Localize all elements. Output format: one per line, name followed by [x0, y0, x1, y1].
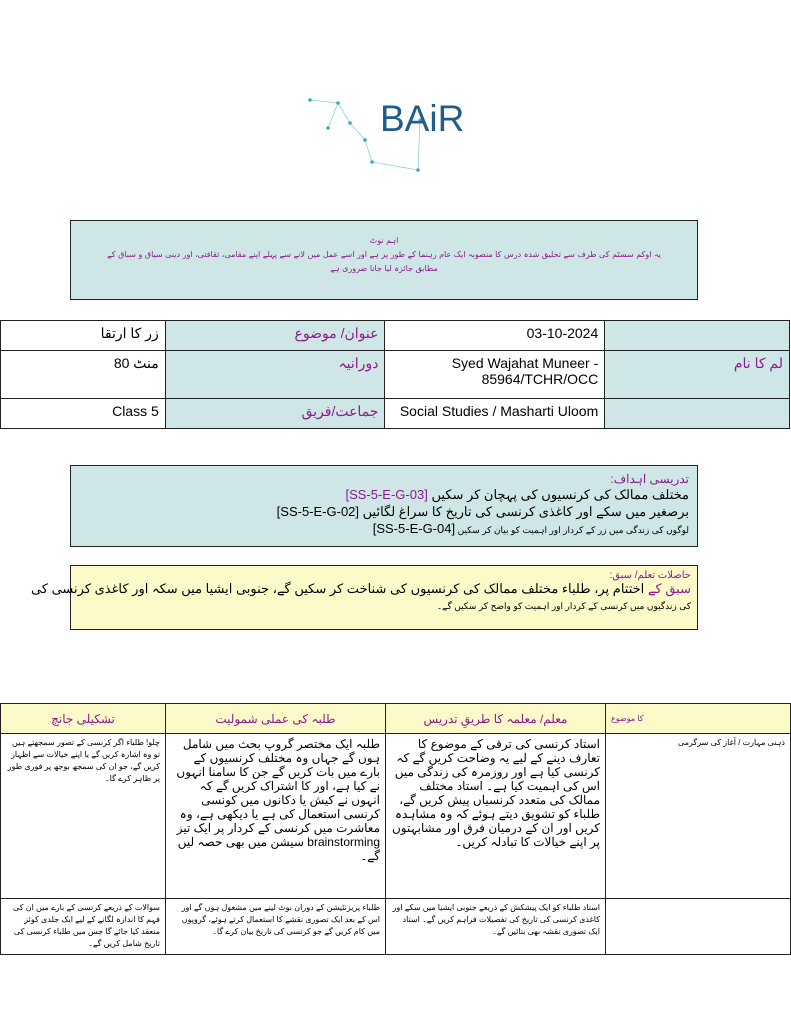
objective-1-code: [SS-5-E-G-03] [345, 487, 428, 502]
activities-table [0, 703, 791, 955]
outcome-text: اختتام پر، طلباء مختلف ممالک کی کرنسیوں کی شناخت کر سکیں گے، جنوبی ایشیا میں سکہ اور کاغذی کرنسی کی [30, 581, 648, 596]
important-notice [70, 220, 698, 300]
header-student-involvement: طلبہ کی عملی شمولیت [166, 704, 386, 734]
activities-header-row [1, 704, 791, 734]
duration-value: 80 منٹ [1, 351, 166, 399]
header-formative-assessment: تشکیلی جانچ [1, 704, 166, 734]
header-topic: کا موضوع [606, 704, 791, 734]
notice-line-2: مطابق جائزہ لیا جانا ضروری ہے [330, 264, 438, 273]
objective-2-code: [SS-5-E-G-02] [276, 504, 360, 519]
header-teaching-method: معلم/ معلمہ کا طریقِ تدریس [386, 704, 606, 734]
class-label: جماعت/فریق [165, 399, 385, 429]
objective-1-text: مختلف ممالک کی کرنسیوں کی پہچان کر سکیں [427, 487, 689, 502]
objective-3-code: [SS-5-E-G-04] [372, 521, 456, 536]
objective-3 [79, 520, 689, 539]
logo-wordmark: BAiR [380, 98, 465, 139]
activities-row-2 [1, 899, 791, 955]
row2-teaching-method: استاد طلباء کو ایک پیشکش کے ذریعے جنوبی ایشیا میں سکے اور کاغذی کرنسی کی تاریخ کی تفصیلات فراہم کریں گے۔ استاد ایک تصوری نقشہ بھی بنائیں گے۔ [386, 899, 606, 955]
objective-2-text: برصغیر میں سکے اور کاغذی کرنسی کی تاریخ کا سراغ لگائیں [359, 504, 689, 519]
outcome-line-2: کی زندگیوں میں کرنسی کے کردار اور اہمیت کو واضح کر سکیں گے۔ [436, 601, 691, 611]
outcomes-heading: حاصلات تعلم/ سبق: [609, 570, 691, 581]
bair-logo [300, 90, 490, 180]
date-value: 03-10-2024 [385, 321, 605, 351]
row1-student-involvement: طلبہ ایک مختصر گروپ بحث میں شامل ہوں گے جہاں وہ مختلف کرنسیوں کے بارے میں بات کریں گے جن کا سامنا انہوں نے کیا ہے، اور کا اشتراک کریں گے کہ انہوں نے کیش یا دکانوں میں کونسی کرنسی استعمال کی ہے یا دیکھی ہے، وہ معاشرت میں کرنسی کے کردار پر ایک تیز brainstorming سیشن میں بھی حصہ لیں گے۔ [166, 734, 386, 899]
outcome-lead: سبق کے [647, 581, 691, 596]
duration-label: دورانیہ [165, 351, 385, 399]
lesson-info-table [0, 320, 790, 429]
date-label [605, 321, 790, 351]
teacher-name-value: Syed Wajahat Muneer - 85964/TCHR/OCC [385, 351, 605, 399]
info-row-class [1, 399, 790, 429]
class-value: Class 5 [1, 399, 166, 429]
subject-value: Social Studies / Masharti Uloom [385, 399, 605, 429]
row2-student-involvement: طلباء پریزنٹیشن کے دوران نوٹ لینے میں مشغول ہوں گے اور اس کے بعد ایک تصوری نقشے کا استعمال کرتے ہوئے، گروپوں میں کام کریں گے جو کرنسی کی تاریخ بیان کرے گا۔ [166, 899, 386, 955]
row2-topic [606, 899, 791, 955]
notice-line-1: یہ اوکم سسٹم کی طرف سے تخلیق شدہ درس کا منصوبہ ایک عام رہنما کے طور پر ہے اور اسے عمل میں لانے سے پہلے اپنے مقامی، ثقافتی، اور دینی سیاق و سباق کے [107, 250, 661, 259]
teaching-objectives [70, 465, 698, 547]
row1-teaching-method: استاد کرنسی کی ترقی کے موضوع کا تعارف دینے کے لیے یہ وضاحت کریں گے کہ کرنسی کیا ہے اور روزمرہ کی زندگی میں اس کی اہمیت کیا ہے۔ استاد مختلف ممالک کی متعدد کرنسیاں پیش کریں گے، طلباء کو تشویق دیتے ہوئے کہ وہ مشاہدہ کریں اور ان کے درمیان فرق اور مشابہتوں پر اپنے خیالات کا تبادلہ کریں۔ [386, 734, 606, 899]
objectives-heading: تدریسی اہداف: [610, 472, 689, 486]
row1-assessment: چلو! طلباء اگر کرنسی کے تصور سمجھتے ہیں تو وہ اشارہ کریں گے یا اپنے خیالات سے اظہار کریں گے، جو ان کی سمجھ بوجھ پر فوری طور پر ظاہر کرے گا۔ [1, 734, 166, 899]
objective-2 [79, 503, 689, 520]
learning-outcomes [30, 565, 698, 630]
topic-label: عنوان/ موضوع [165, 321, 385, 351]
objective-3-text: لوگوں کی زندگی میں زر کے کردار اور اہمیت کو بیان کر سکیں [455, 525, 689, 535]
info-row-date [1, 321, 790, 351]
objective-1 [79, 486, 689, 503]
teacher-name-label: لم کا نام [605, 351, 790, 399]
subject-label [605, 399, 790, 429]
row2-assessment: سوالات کے ذریعے کرنسی کے بارے میں ان کی فہم کا اندازہ لگانے کے لیے ایک جلدی کوئز منعقد کیا جائے گا جس میں طلباء کرنسی کی تاریخ شامل کریں گے۔ [1, 899, 166, 955]
outcome-line-1 [30, 581, 691, 597]
notice-title: اہم نوٹ [369, 236, 399, 245]
activities-row-1 [1, 734, 791, 899]
topic-value: زر کا ارتقا [1, 321, 166, 351]
row1-topic: ذہنی مہارت / آغاز کی سرگرمی [606, 734, 791, 899]
info-row-teacher [1, 351, 790, 399]
